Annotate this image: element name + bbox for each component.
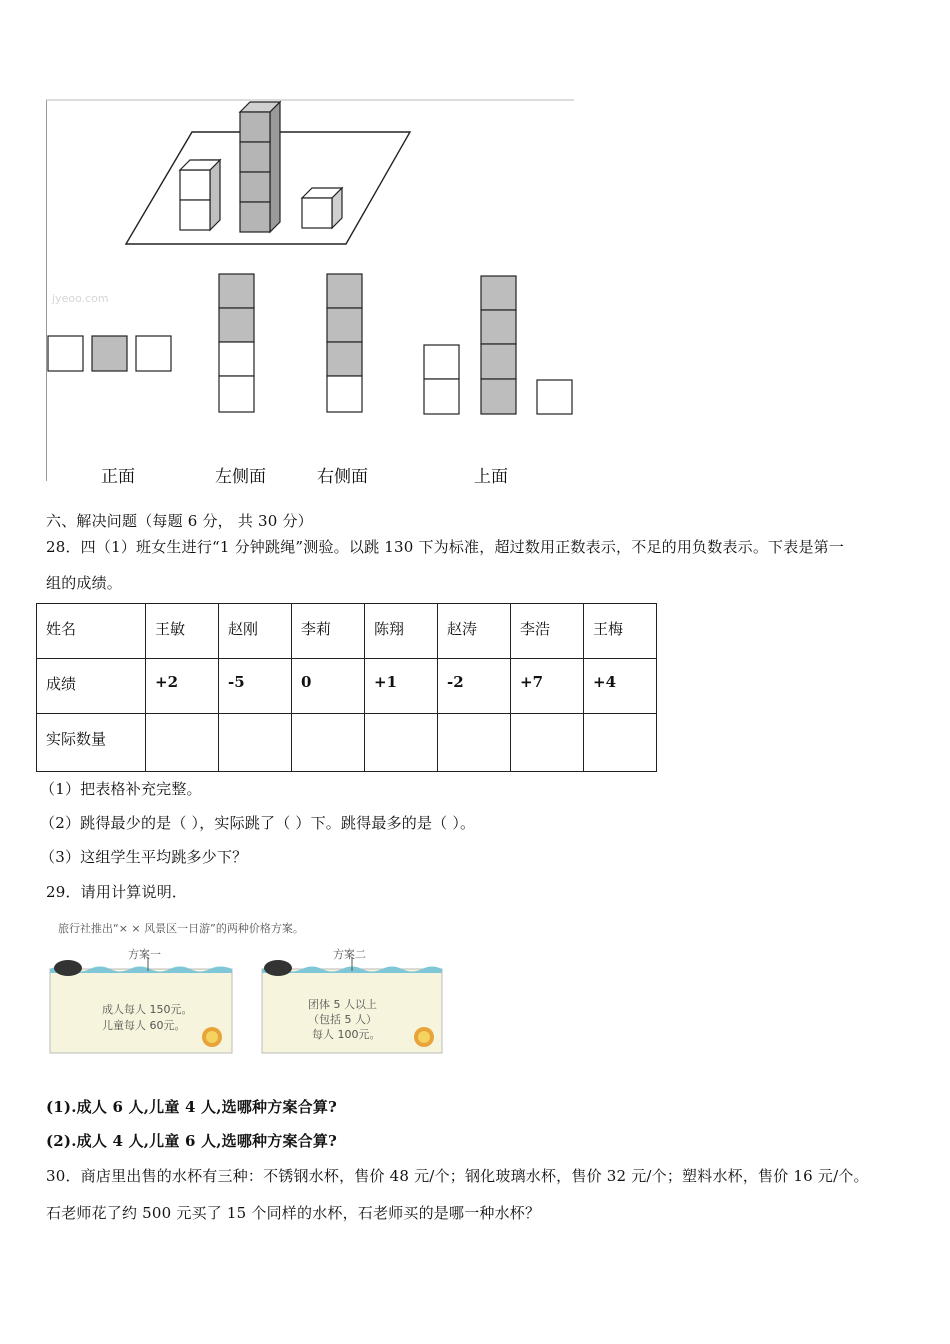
row-label-name: 姓名: [37, 604, 146, 659]
section-heading: 六、解决问题（每题 6 分， 共 30 分）: [46, 512, 313, 530]
score-cell: +2: [146, 659, 219, 714]
name-cell: 陈翔: [365, 604, 438, 659]
tall-cube-stack: [240, 102, 280, 232]
q28-sub2: （2）跳得最少的是（ ），实际跳了（ ）下。跳得最多的是（ ）。: [40, 814, 476, 832]
right-side-view: [327, 274, 362, 412]
left-cube-stack: [180, 160, 220, 230]
view-label-right: 右侧面: [317, 467, 368, 487]
cube-figure-svg: [46, 98, 574, 483]
table-row: [37, 659, 657, 714]
view-label-front: 正面: [101, 467, 135, 487]
plan2-title: 方案二: [333, 948, 366, 961]
name-cell: 赵涛: [438, 604, 511, 659]
watermark: jyeoo.com: [52, 292, 109, 305]
actual-cell: [219, 714, 292, 772]
table-row: [37, 604, 657, 659]
q28-text-line2: 组的成绩。: [46, 574, 123, 592]
q28-text-line1: 28．四（1）班女生进行“1 分钟跳绳”测验。以跳 130 下为标准，超过数用正数表示，不足的用负数表示。下表是第一: [46, 538, 845, 556]
plan2-line2: （包括 5 人）: [308, 1013, 377, 1026]
front-view: [48, 336, 171, 371]
actual-cell: [584, 714, 657, 772]
q29-sub1: (1).成人 6 人,儿童 4 人,选哪种方案合算?: [46, 1098, 338, 1116]
plan1-line1: 成人每人 150元。: [102, 1003, 193, 1016]
table-row: [37, 714, 657, 772]
name-cell: 王敏: [146, 604, 219, 659]
plan2-line1: 团体 5 人以上: [308, 998, 377, 1011]
score-table: [36, 603, 657, 772]
plan1-line2: 儿童每人 60元。: [102, 1019, 186, 1032]
score-cell: +1: [365, 659, 438, 714]
plan-intro: 旅行社推出“× × 风景区一日游”的两种价格方案。: [58, 922, 304, 935]
plan2-line3: 每人 100元。: [312, 1028, 381, 1041]
travel-plan-image: [46, 915, 446, 1065]
row-label-score: 成绩: [37, 659, 146, 714]
name-cell: 李莉: [292, 604, 365, 659]
q29-sub2: (2).成人 4 人,儿童 6 人,选哪种方案合算?: [46, 1132, 338, 1150]
mascot-icon: [54, 960, 82, 976]
name-cell: 王梅: [584, 604, 657, 659]
actual-cell: [511, 714, 584, 772]
plan1-title: 方案一: [128, 948, 161, 961]
row-label-actual: 实际数量: [37, 714, 146, 772]
score-cell: +4: [584, 659, 657, 714]
q30-text-line2: 石老师花了约 500 元买了 15 个同样的水杯，石老师买的是哪一种水杯？: [46, 1204, 541, 1222]
q28-sub1: （1）把表格补充完整。: [40, 780, 202, 798]
actual-cell: [438, 714, 511, 772]
actual-cell: [146, 714, 219, 772]
view-label-top: 上面: [474, 467, 508, 487]
actual-cell: [292, 714, 365, 772]
actual-cell: [365, 714, 438, 772]
q28-sub3: （3）这组学生平均跳多少下？: [40, 848, 248, 866]
mascot-icon: [264, 960, 292, 976]
view-label-left: 左侧面: [215, 467, 266, 487]
score-cell: 0: [292, 659, 365, 714]
top-view: [424, 276, 572, 414]
score-cell: -2: [438, 659, 511, 714]
single-cube: [302, 188, 342, 228]
score-cell: -5: [219, 659, 292, 714]
q30-text-line1: 30．商店里出售的水杯有三种：不锈钢水杯，售价 48 元/个；钢化玻璃水杯，售价 32 元/个；塑料水杯，售价 16 元/个。: [46, 1167, 869, 1185]
cube-views-figure: [46, 98, 574, 483]
q29-title: 29．请用计算说明．: [46, 883, 188, 901]
name-cell: 赵刚: [219, 604, 292, 659]
travel-plan-svg: [46, 915, 446, 1065]
score-cell: +7: [511, 659, 584, 714]
left-side-view: [219, 274, 254, 412]
name-cell: 李浩: [511, 604, 584, 659]
